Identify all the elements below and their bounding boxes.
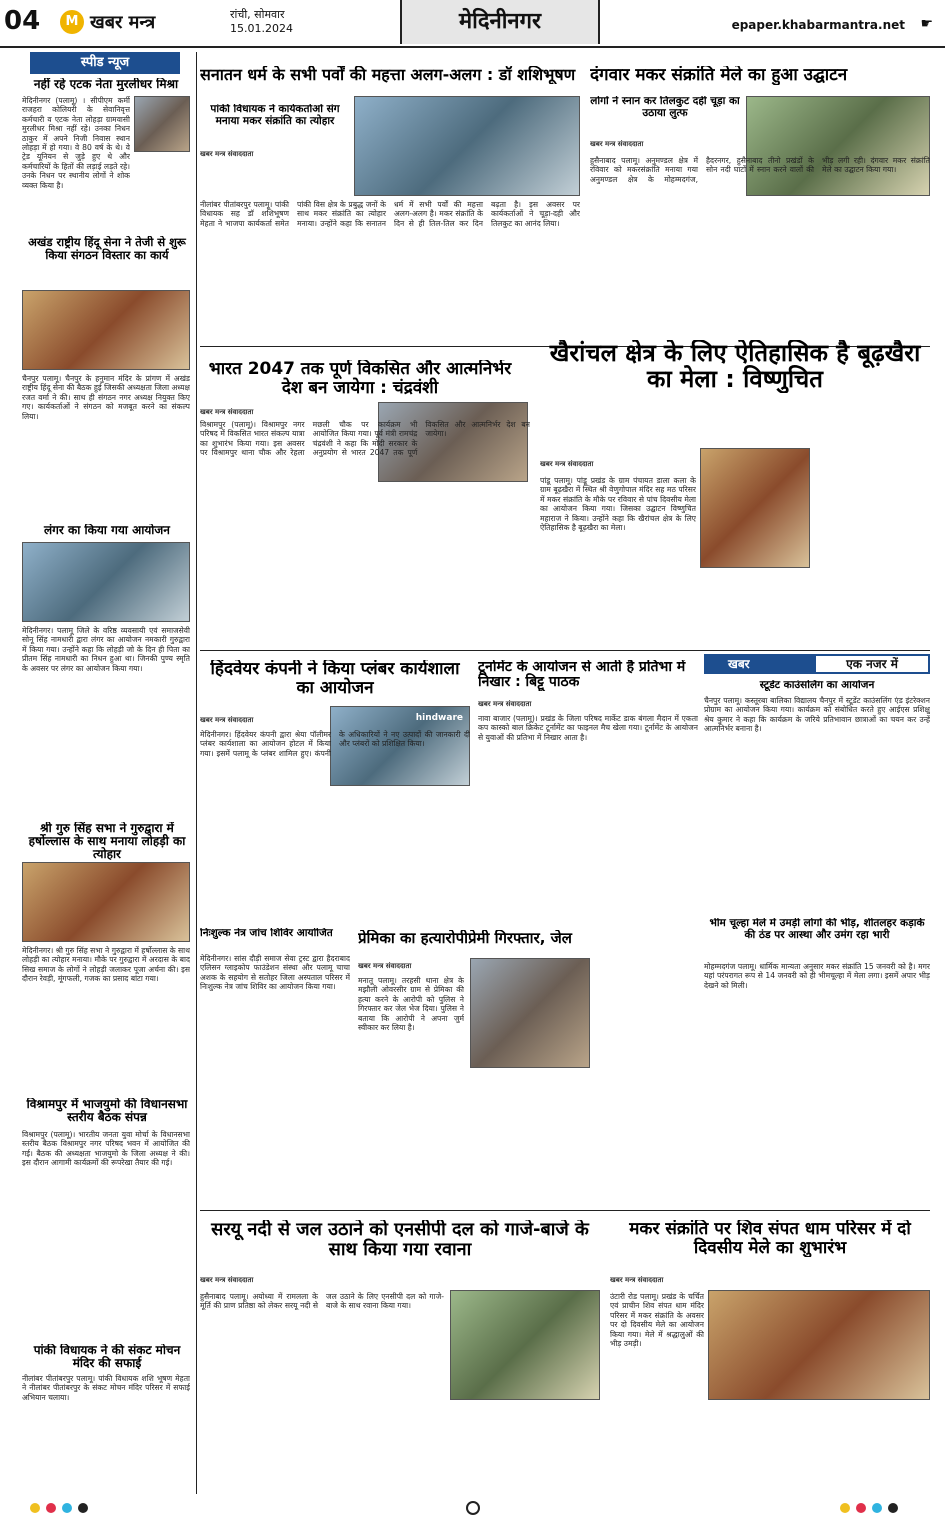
story-subheadline: लोगों ने स्नान कर तिलकुट दही चूड़ा का उठाया लुत्फ (590, 96, 740, 119)
color-dot (888, 1503, 898, 1513)
story-langar (22, 524, 192, 537)
color-dot (62, 1503, 72, 1513)
story-eye-camp (200, 928, 350, 940)
page-number: 04 (4, 6, 41, 36)
brand-name: खबर मन्त्र (90, 12, 156, 33)
story-headline: लंगर का किया गया आयोजन (44, 524, 170, 537)
story-premika (358, 930, 698, 947)
masthead-dateline (230, 8, 293, 36)
story-headline: भारत 2047 तक पूर्ण विकसित और आत्मनिर्भर देश बन जायेगा : चंद्रवंशी (208, 360, 512, 398)
byline: खबर मन्त्र संवाददाता (200, 150, 254, 158)
story-headline: टूर्नामेंट के आयोजन से आती है प्रतिभा में निखार : बिट्टू पाठक (478, 660, 686, 691)
epaper-link[interactable]: epaper.khabarmantra.net (731, 18, 905, 32)
story-body: मोहम्मदगंज पलामू। धार्मिक मान्यता अनुसार मकर संक्रांति 15 जनवरी को है। मगर यहां परंपरागत रूप से 14 जनवरी को ही भीमचूल्हा में मेला लगा। इसमें अपार भीड़ देखने को मिली। (704, 962, 930, 990)
story-subheadline-block (590, 96, 740, 119)
story-shashibhushan (200, 66, 580, 84)
temple-photo (700, 448, 810, 568)
column-divider (196, 52, 197, 1494)
story-saryu (200, 1220, 600, 1260)
story-body: नावा बाजार (पलामू)। प्रखंड के जिला परिषद मार्केट डाक बंगला मैदान में एकता कप कास्को बाल क्रिकेट टूर्नामेंट का फाइनल मैच खेला गया। टूर्नामेंट के आयोजन से युवाओं की प्रतिभा में निखार आता है। (478, 714, 698, 742)
color-dot (840, 1503, 850, 1513)
story-body-continued (814, 448, 930, 644)
story-tournament (478, 660, 698, 691)
byline: खबर मन्त्र संवाददाता (478, 700, 532, 708)
color-dot (30, 1503, 40, 1513)
story-headline: श्री गुरु सिंह सभा ने गुरुद्वारा में हर्षोल्लास के साथ मनाया लोहड़ी का त्योहार (28, 822, 186, 862)
story-body: मेदिनीनगर। श्री गुरु सिंह सभा ने गुरुद्वारा में हर्षोल्लास के साथ लोहड़ी का त्योहार मनाया। मौके पर गुरुद्वारा में अरदास के बाद सिख समाज के लोगों ने लोहड़ी जलाकर पूजा अर्चना की। इस दौरान रेवड़ी, मूंगफली, गजक का प्रसाद बांटा गया। (22, 946, 190, 984)
story-body: चैनपुर पलामू। कस्तूरबा बालिका विद्यालय चैनपुर में स्टूडेंट काउंसलिंग एंड इंटरेक्शन प्रोग्राम का आयोजन किया गया। कार्यक्रम को संबोधित करते हुए आईएस प्रशिक्षु श्रेय कुमार ने कहा कि कार्यक्रम के जरिये प्रतिभावान छात्राओं का चयन कर उन्हें आत्मनिर्भर बनाना है। (704, 696, 930, 734)
story-murlidhar (22, 78, 190, 91)
story-headline: प्रेमिका का हत्यारोपीप्रेमी गिरफ्तार, जेल (358, 930, 572, 947)
story-budhkhaira (540, 340, 930, 393)
story-gurudwara (22, 822, 192, 862)
story-body: मेदिनीनगर। हिंदवेयर कंपनी द्वारा श्रेया पॉलीमर प्लंबर कार्यशाला का आयोजन होटल में किया गया। इसमें पलामू के प्लंबर शामिल हुए। कंपनी के अधिकारियों ने नए उत्पादों की जानकारी दी और प्लंबरों को प्रशिक्षित किया। (200, 730, 470, 758)
ek-nazar-label: एक नजर में (814, 654, 930, 674)
story-headline: सरयू नदी से जल उठाने को एनसीपी दल को गाजे-बाजे के साथ किया गया रवाना (211, 1220, 589, 1260)
story-headline: हिंदवेयर कंपनी ने किया प्लंबर कार्यशाला का आयोजन (210, 660, 460, 698)
story-counselling (704, 680, 930, 692)
color-dot (872, 1503, 882, 1513)
story-headline: स्टूडेंट काउंसलिंग का आयोजन (759, 680, 875, 691)
edition-title: मेदिनीनगर (400, 0, 600, 44)
byline: खबर मन्त्र संवाददाता (200, 1276, 254, 1284)
speed-news-tag: स्पीड न्यूज (30, 52, 180, 74)
story-body: हुसैनाबाद पलामू। अयोध्या में रामलला के मूर्ति की प्राण प्रतिष्ठा को लेकर सरयू नदी से जल उठाने के लिए एनसीपी दल को गाजे-बाजे के साथ रवाना किया गया। (200, 1292, 444, 1311)
story-bjym (22, 1098, 192, 1124)
story-body: मेदिनीनगर। सांस दौड़ी समाज सेवा ट्रस्ट द्वारा हैदराबाद एलिसन ग्लाइकोप फाउंडेशन संस्था और पलामू चाचा अशक के सहयोग से सतोहर जिला अस्पताल परिसर में निःशुल्क नेत्र जांच शिविर का आयोजन किया गया। (200, 954, 350, 992)
story-headline: मकर संक्रांति पर शिव संपत धाम परिसर में दो दिवसीय मेले का शुभारंभ (629, 1220, 911, 1258)
pointer-hand-icon: ☛ (920, 16, 933, 32)
procession-photo (450, 1290, 600, 1400)
color-dot (856, 1503, 866, 1513)
story-headline: विश्रामपुर में भाजयुमो की विधानसभा स्तरीय बैठक संपन्न (26, 1098, 188, 1125)
story-body: हुसैनाबाद पलामू। अनुमण्डल क्षेत्र में रविवार को मकरसंक्रांति मनाया गया अनुमण्डल क्षेत्र के मोहम्मदगंज, हैदरनगर, हुसैनाबाद तीनो प्रखंडों के सोन नदी घाटों में स्नान करने वालों की भीड़ लगी रही। दंगवार मकर संक्रांति मेले का उद्घाटन किया गया। (590, 156, 930, 184)
byline: खबर मन्त्र संवाददाता (590, 140, 644, 148)
story-body: मेदिनीनगर। पलामू जिले के वरिष्ठ व्यवसायी एवं समाजसेवी सोनू सिंह नामधारी द्वारा लंगर का आयोजन नमकारी गुरुद्वारा में किया गया। उन्होंने कहा कि लोहड़ी जो के दिन ही पिता का प्रीतम सिंह नामधारी का निधन हुआ था। जिनकी पुण्य स्मृति के अवसर पर लंगर का आयोजन किया गया। (22, 626, 190, 673)
story-body: मनातू पलामू। तरहसी थाना क्षेत्र के मझौली ओवरसीर ग्राम से प्रेमिका की हत्या करने के आरोपी को पुलिस ने गिरफ्तार कर जेल भेज दिया। पुलिस ने बताया कि आरोपी ने अपना जुर्म स्वीकार कर लिया है। (358, 976, 464, 1033)
section-rule (200, 1210, 930, 1211)
byline: खबर मन्त्र संवाददाता (540, 460, 594, 468)
story-headline: अखंड राष्ट्रीय हिंदू सेना ने तेजी से शुरू किया संगठन विस्तार का कार्य (28, 236, 186, 262)
shiv-dham-photo (708, 1290, 930, 1400)
section-rule (200, 650, 930, 651)
footer-registration-marks (0, 1497, 945, 1517)
story-shiv-sampat (610, 1220, 930, 1257)
khabar-tag: खबर (704, 654, 814, 674)
story-sankat-mochan (22, 1344, 192, 1370)
story-headline: पांकी विधायक ने की संकट मोचन मंदिर की सफाई (33, 1344, 181, 1371)
story-bhim-chulha (704, 918, 930, 941)
story-headline: नहीं रहे एटक नेता मुरलीधर मिश्रा (33, 78, 179, 91)
accused-photo (470, 958, 590, 1068)
story-hindware (200, 660, 470, 697)
group-photo (22, 290, 190, 370)
crosshair-icon (466, 1501, 480, 1515)
color-dot (46, 1503, 56, 1513)
photo-caption: hindware (415, 713, 463, 723)
story-subheadline-block (200, 104, 350, 127)
lohri-photo (22, 862, 190, 942)
story-body: पांडू पलामू। पांडू प्रखंड के ग्राम पंचायत डाला कला के ग्राम बूढ़खैरा में स्थित श्री वेणुगोपाल मंदिर सह मठ परिसर में मकर संक्रांति के मौके पर रविवार से पांच दिवसीय मेला का आयोजन किया गया। जिसका उद्घाटन विष्णुचित महाराज ने किया। उन्होंने कहा कि खैरांचल क्षेत्र के लिए ऐतिहासिक है बूढ़खैरा का मेला। (540, 476, 696, 533)
langar-photo (22, 542, 190, 622)
story-headline: भीम चूल्हा मेले में उमड़ी लोगों की भीड़, शीतलहर कड़ाके की ठंड पर आस्था और उमंग रहा भारी (709, 918, 925, 941)
story-body-continued (596, 958, 698, 1204)
byline: खबर मन्त्र संवाददाता (200, 716, 254, 724)
story-headline: सनातन धर्म के सभी पर्वों की महत्ता अलग-अलग : डॉ शशिभूषण (200, 66, 576, 84)
khabar-box-header (704, 654, 930, 674)
portrait-photo (134, 96, 190, 152)
story-headline: खैरांचल क्षेत्र के लिए ऐतिहासिक है बूढ़खैरा का मेला : विष्णुचित (549, 340, 921, 393)
byline: खबर मन्त्र संवाददाता (200, 408, 254, 416)
story-headline: निःशुल्क नेत्र जांच शिविर आयोजित (200, 928, 333, 939)
story-2047 (200, 360, 520, 397)
byline: खबर मन्त्र संवाददाता (610, 1276, 664, 1284)
brand-logo-icon: M (60, 10, 84, 34)
story-headline: दंगवार मकर संक्रांति मेले का हुआ उद्घाटन (590, 66, 848, 85)
story-body: नीलांबर पीतांबरपुर पलामू। पांकी विधायक शशि भूषण मेहता ने नीलांबर पीतांबरपुर के संकट मोचन मंदिर परिसर में सफाई अभियान चलाया। (22, 1374, 190, 1402)
story-body: चैनपुर पलामू। चैनपुर के हनुमान मंदिर के प्रांगण में अखंड राष्ट्रीय हिंदू सेना की बैठक हुई जिसकी अध्यक्षता जिला अध्यक्ष रजत वर्मा ने की। साथ ही संगठन नगर अध्यक्ष नियुक्त किए गए। कार्यकर्ताओं ने संगठन को मजबूत करने का संकल्प लिया। (22, 374, 190, 421)
story-body: नीलांबर पीतांबरपुर पलामू। पांकी विधायक सह डॉ शशिभूषण मेहता ने भाजपा कार्यकर्ता समेत पांकी विस क्षेत्र के प्रबुद्ध जनों के साथ मकर संक्रांति का त्योहार मनाया। उन्होंने कहा कि सनातन धर्म में सभी पर्वों की महत्ता अलग-अलग है। मकर संक्रांति के दिन से ही तिल-तिल कर दिन बढ़ता है। इस अवसर पर कार्यकर्ताओं ने चूड़ा-दही और तिलकुट का आनंद लिया। (200, 200, 580, 228)
color-dot (78, 1503, 88, 1513)
issue-date: 15.01.2024 (230, 22, 293, 35)
story-body: विश्रामपुर (पलामू)। विश्रामपुर नगर परिषद में विकसित भारत संकल्प यात्रा का शुभारंभ किया गया। इस अवसर पर विश्रामपुर थाना चौक और रेहला मछली चौक पर कार्यक्रम भी आयोजित किया गया। पूर्व मंत्री रामचंद्र चंद्रवंशी ने कहा कि मोदी सरकार के अनुप्रयोग से भारत 2047 तक पूर्ण विकसित और आत्मनिर्भर देश बन जायेगा। (200, 420, 530, 458)
byline: खबर मन्त्र संवाददाता (358, 962, 412, 970)
story-body: विश्रामपुर (पलामू)। भारतीय जनता युवा मोर्चा के विधानसभा स्तरीय बैठक विश्रामपुर नगर परिषद भवन में आयोजित की गई। बैठक की अध्यक्षता भाजयुमो के जिला अध्यक्ष ने की। इस दौरान आगामी कार्यक्रमों की रूपरेखा तैयार की गई। (22, 1130, 190, 1168)
story-body: उंटारी रोड पलामू। प्रखंड के चर्चित एवं प्राचीन शिव संपत धाम मंदिर परिसर में मकर संक्रांति के अवसर पर दो दिवसीय मेले का आयोजन किया गया। मेले में श्रद्धालुओं की भीड़ उमड़ी। (610, 1292, 704, 1349)
story-subheadline: पांकी विधायक ने कार्यकर्ताओं संग मनाया मकर संक्रांति का त्योहार (210, 104, 340, 127)
story-hindu-sena (22, 236, 192, 261)
place-day: रांची, सोमवार (230, 8, 285, 21)
story-body: मेदिनीनगर (पलामू) । सीपीएम कर्मी राजहरा कोलियरी के सेवानिवृत्त कर्मचारी व एटक नेता लोहड़ा ग्रामवासी मुरलीधर मिश्रा नहीं रहे। उनका निधन ठाकुर में अपने निजी निवास स्थान लोहड़ा में हो गया। वे 80 वर्ष के थे। वे ट्रेड यूनियन से जुड़े हुए थे और कर्मचारियों के हितों की लड़ाई लड़ते रहे। उनके निधन पर स्थानीय लोगों ने शोक व्यक्त किया है। (22, 96, 130, 190)
page-header (0, 0, 945, 48)
story-dangwar (590, 66, 930, 85)
